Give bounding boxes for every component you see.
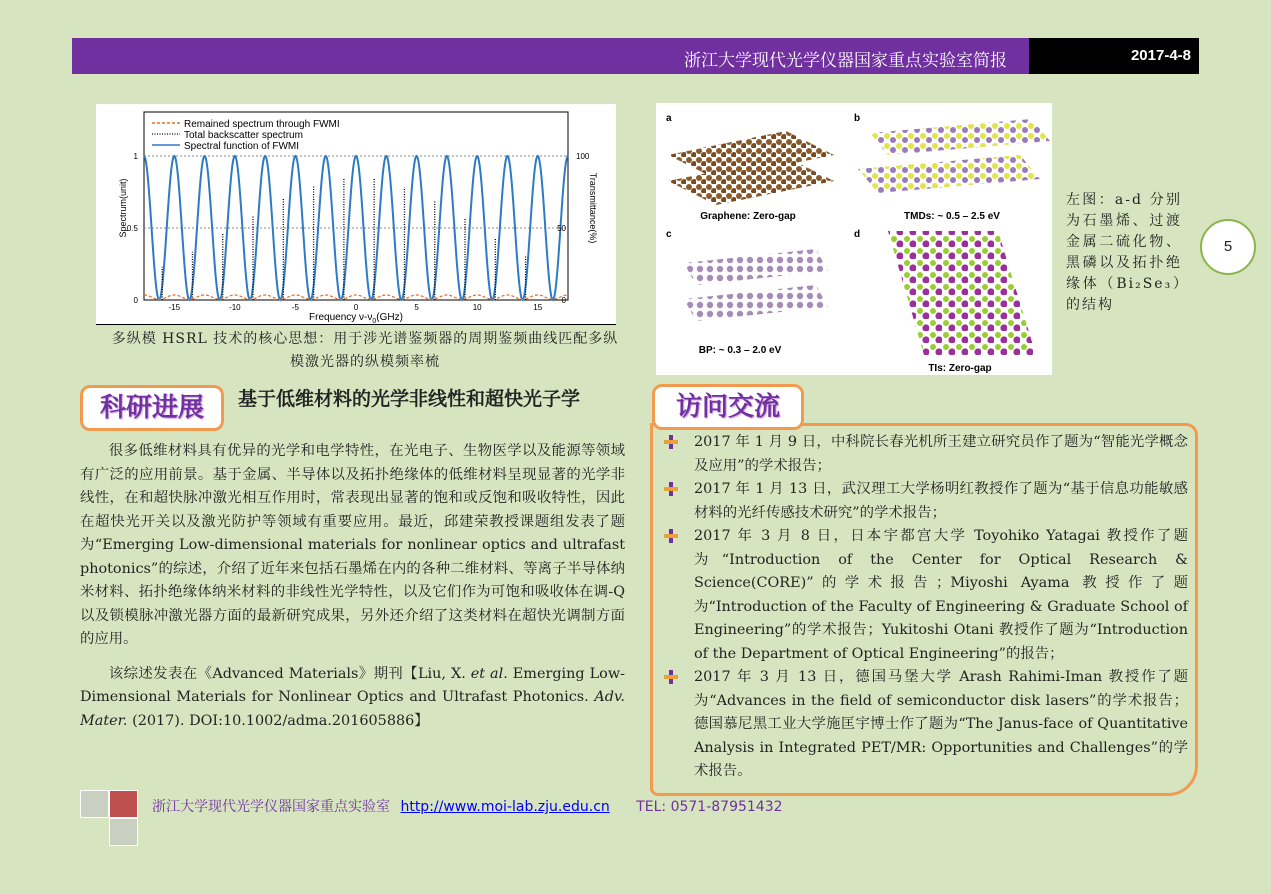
y-axis-label-left: Spectrum(unit) [118, 178, 128, 238]
footer [152, 796, 783, 816]
ytick-left-1: 1 [133, 152, 138, 161]
footer-logo-square-grey-2 [109, 818, 138, 846]
x-axis-ticks [169, 303, 543, 312]
x-tick-label: 15 [533, 303, 543, 312]
figure1-caption: 多纵模 HSRL 技术的核心思想：用于涉光谱鉴频器的周期鉴频曲线匹配多纵模激光器的纵模频率梳 [111, 331, 619, 370]
x-tick-label: -15 [168, 303, 181, 312]
legend-entry-spectral: Spectral function of FWMI [184, 141, 300, 152]
list-item: 2017 年 3 月 8 日，日本宇都宫大学 Toyohiko Yatagai 教授作了题为“Introduction of the Center for Optical Research & Science(CORE)”的学术报告；Miyoshi Ayama 教授作了题为“Introduction of the Faculty of Engineering & Graduate School of Engineering”的学术报告；Yukitoshi Otani 教授作了题为“Introduction of the Department of Optical Engineering”的报告； [662, 525, 1188, 666]
panel-letter-d: d [854, 229, 861, 240]
x-tick-label: 5 [414, 303, 419, 312]
figure2-side-caption: 左图：a-d 分别为石墨烯、过渡金属二硫化物、黑磷以及拓扑绝缘体（Bi₂Se₃）的结构 [1066, 192, 1182, 313]
x-tick-label: 0 [353, 303, 359, 312]
newsletter-title: 浙江大学现代光学仪器国家重点实验室简报 [684, 51, 1007, 71]
materials-figure [656, 103, 1052, 375]
tmd-layer-2 [858, 155, 1040, 193]
research-paragraph-2: 该综述发表在《Advanced Materials》期刊【Liu, X. et al. Emerging Low-Dimensional Materials for Nonlinear Optics and Ultrafast Photonics. Adv. Mater. (2017). DOI:10.1002/adma.201605886】 [80, 665, 626, 729]
x-tick-label: -10 [229, 303, 241, 312]
spectrum-figure [96, 104, 616, 325]
legend-entry-remained: Remained spectrum through FWMI [184, 119, 340, 130]
research-article-body [80, 440, 625, 733]
x-tick-label: 10 [472, 303, 482, 312]
panel-label-d: TIs: Zero-gap [928, 363, 992, 374]
ytick-right-0: 0 [561, 296, 566, 305]
footer-logo-square-red [109, 790, 138, 818]
plus-bullet-icon [664, 482, 678, 496]
ti-crystal [888, 231, 1036, 355]
plus-bullet-icon [664, 435, 678, 449]
research-article-title: 基于低维材料的光学非线性和超快光子学 [238, 388, 581, 410]
visits-list [662, 431, 1188, 784]
footer-telephone: TEL: 0571-87951432 [636, 799, 783, 815]
visits-section-tag: 访问交流 [652, 384, 804, 430]
list-item: 2017 年 1 月 9 日，中科院长春光机所王建立研究员作了题为“智能光学概念及应用”的学术报告； [662, 431, 1188, 478]
header-bar [72, 38, 1199, 74]
bp-layer-1 [684, 249, 828, 285]
list-item: 2017 年 1 月 13 日，武汉理工大学杨明红教授作了题为“基于信息功能敏感材料的光纤传感技术研究”的学术报告； [662, 478, 1188, 525]
spectrum-plot [96, 104, 616, 324]
header-date-block [1029, 38, 1199, 74]
header-title-block [72, 38, 1029, 74]
issue-date: 2017-4-8 [1130, 47, 1191, 64]
list-item: 2017 年 3 月 13 日，德国马堡大学 Arash Rahimi-Iman 教授作了题为“Advances in the field of semiconductor disk lasers”的学术报告；德国慕尼黑工业大学施匡宇博士作了题为“The Janus-face of Quantitative Analysis in Integrated PET/MR: Opportunities and Challenges”的学术报告。 [662, 666, 1188, 784]
ytick-left-0: 0 [133, 296, 138, 305]
research-paragraph-1: 很多低维材料具有优异的光学和电学特性，在光电子、生物医学以及能源等领域有广泛的应用前景。基于金属、半导体以及拓扑绝缘体的低维材料呈现显著的光学非线性，在和超快脉冲激光相互作用时，常表现出显著的饱和或反饱和吸收特性，因此在超快光开关以及激光防护等领域有重要应用。最近，邱建荣教授课题组发表了题为“Emerging Low-dimensional materials for nonlinear optics and ultrafast photonics”的综述，介绍了近年来包括石墨烯在内的各种二维材料、等离子半导体纳米材料、拓扑绝缘体纳米材料的非线性光学特性，以及它们作为可饱和吸收体在调-Q 以及锁模脉冲激光器方面的最新研究成果，另外还介绍了这类材料在超快光调制方面的应用。 [80, 443, 625, 647]
ytick-left-05: 0.5 [126, 224, 138, 233]
bp-layer-2 [684, 285, 828, 321]
research-section-tag: 科研进展 [80, 385, 224, 431]
ytick-right-100: 100 [576, 152, 590, 161]
y-axis-label-right: Transmittance(%) [588, 172, 598, 244]
tmd-layer-1 [870, 119, 1050, 155]
footer-website-link[interactable]: http://www.moi-lab.zju.edu.cn [400, 799, 610, 815]
footer-lab-name: 浙江大学现代光学仪器国家重点实验室 [152, 799, 390, 815]
plus-bullet-icon [664, 529, 678, 543]
panel-letter-c: c [666, 229, 672, 240]
panel-label-a: Graphene: Zero-gap [700, 211, 796, 222]
footer-logo-square-grey [80, 790, 109, 818]
panel-label-b: TMDs: ~ 0.5 – 2.5 eV [904, 211, 1000, 222]
ytick-right-50: 50 [557, 224, 566, 233]
x-tick-label: -5 [291, 303, 299, 312]
panel-letter-b: b [854, 113, 861, 124]
page-number-badge: 5 [1200, 219, 1256, 275]
legend-entry-total: Total backscatter spectrum [184, 130, 303, 141]
plus-bullet-icon [664, 670, 678, 684]
panel-letter-a: a [666, 113, 672, 124]
materials-structures [656, 103, 1052, 375]
panel-label-c: BP: ~ 0.3 – 2.0 eV [698, 345, 782, 356]
x-axis-label: Frequency $\nu-\nu_0(GHz)$ [309, 312, 403, 324]
